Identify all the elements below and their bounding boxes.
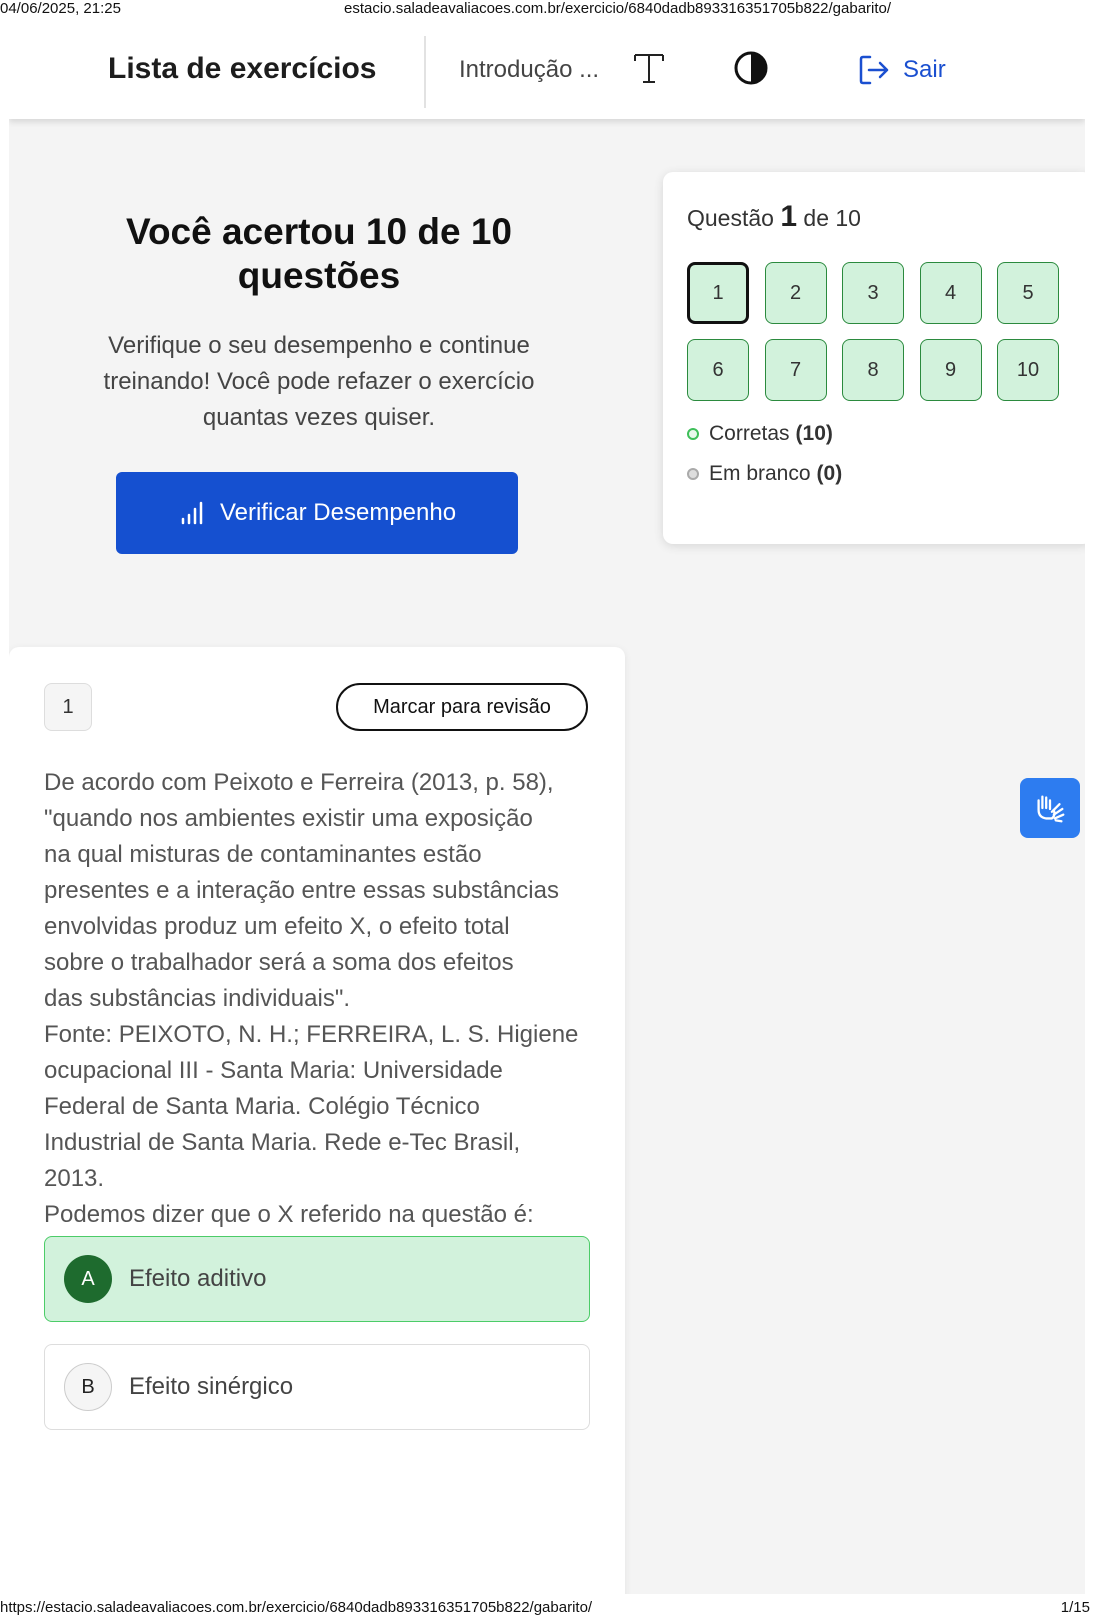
question-button-10[interactable]: 10: [997, 339, 1059, 401]
question-button-9[interactable]: 9: [920, 339, 982, 401]
legend-correct-label: Corretas: [709, 422, 790, 445]
correct-dot-icon: [687, 428, 699, 440]
sign-language-button[interactable]: [1020, 778, 1080, 838]
question-counter-suffix: de 10: [803, 205, 861, 231]
result-summary: [69, 210, 569, 436]
top-bar: [9, 24, 1085, 119]
logout-label: Sair: [903, 56, 946, 83]
print-datetime: 04/06/2025, 21:25: [0, 0, 121, 17]
option-letter: B: [64, 1363, 112, 1411]
question-counter-prefix: Questão: [687, 205, 774, 231]
question-text-line: "quando nos ambientes existir uma exposição: [44, 805, 533, 832]
question-button-3[interactable]: 3: [842, 262, 904, 324]
logout-button[interactable]: [857, 52, 946, 88]
mark-for-review-button[interactable]: Marcar para revisão: [336, 683, 588, 731]
question-text-line: Fonte: PEIXOTO, N. H.; FERREIRA, L. S. Higiene: [44, 1021, 579, 1048]
option-text: Efeito aditivo: [129, 1265, 267, 1292]
legend-blank-count: (0): [816, 462, 843, 485]
question-card: [9, 647, 625, 1594]
question-text-line: Federal de Santa Maria. Colégio Técnico: [44, 1093, 480, 1120]
question-button-7[interactable]: 7: [765, 339, 827, 401]
text-size-icon[interactable]: [631, 50, 667, 86]
legend-correct: [687, 422, 833, 446]
question-text-line: sobre o trabalhador será a soma dos efeitos: [44, 949, 514, 976]
legend-blank: [687, 462, 842, 486]
bar-chart-icon: [178, 499, 206, 527]
question-text-line: presentes e a interação entre essas substâncias: [44, 877, 559, 904]
question-button-6[interactable]: 6: [687, 339, 749, 401]
option-text: Efeito sinérgico: [129, 1373, 294, 1400]
course-name[interactable]: Introdução ...: [459, 56, 600, 83]
question-text-line: Podemos dizer que o X referido na questão é:: [44, 1201, 534, 1228]
question-text-line: das substâncias individuais".: [44, 985, 351, 1012]
question-button-2[interactable]: 2: [765, 262, 827, 324]
verify-performance-button[interactable]: [116, 472, 518, 554]
option-letter: A: [64, 1255, 112, 1303]
page-frame: [9, 24, 1085, 1594]
question-navigator: [663, 172, 1085, 544]
question-text-line: ocupacional III - Santa Maria: Universidade: [44, 1057, 503, 1084]
question-button-8[interactable]: 8: [842, 339, 904, 401]
question-counter: [687, 200, 861, 234]
question-button-1[interactable]: 1: [687, 262, 749, 324]
print-footer-url: https://estacio.saladeavaliacoes.com.br/exercicio/6840dadb893316351705b822/gabarito/: [0, 1599, 593, 1616]
print-header-url: estacio.saladeavaliacoes.com.br/exercicio/6840dadb893316351705b822/gabarito/: [344, 0, 892, 17]
question-counter-current: 1: [780, 200, 798, 233]
contrast-icon[interactable]: [733, 50, 769, 86]
logout-icon: [857, 53, 891, 87]
question-text-line: na qual misturas de contaminantes estão: [44, 841, 482, 868]
question-button-5[interactable]: 5: [997, 262, 1059, 324]
page-title: Lista de exercícios: [108, 52, 377, 85]
result-message: Verifique o seu desempenho e continue treinando! Você pode refazer o exercício quantas vezes quiser.: [103, 332, 535, 431]
question-text-line: De acordo com Peixoto e Ferreira (2013, p. 58),: [44, 769, 554, 796]
legend-correct-count: (10): [795, 422, 833, 445]
sign-language-icon: [1031, 789, 1069, 827]
print-footer: [0, 1597, 1094, 1619]
question-number: 1: [44, 683, 92, 731]
question-grid: [687, 262, 1067, 401]
legend-blank-label: Em branco: [709, 462, 811, 485]
question-text-line: Industrial de Santa Maria. Rede e-Tec Brasil,: [44, 1129, 521, 1156]
question-button-4[interactable]: 4: [920, 262, 982, 324]
question-text-line: 2013.: [44, 1165, 105, 1192]
header-divider: [424, 36, 426, 108]
question-text-line: envolvidas produz um efeito X, o efeito total: [44, 913, 510, 940]
question-text: [44, 765, 594, 1233]
print-header: [0, 0, 1094, 18]
blank-dot-icon: [687, 468, 699, 480]
result-heading: Você acertou 10 de 10 questões: [126, 211, 512, 296]
verify-performance-label: Verificar Desempenho: [219, 499, 457, 526]
answer-option-b[interactable]: [44, 1344, 590, 1430]
answer-option-a[interactable]: [44, 1236, 590, 1322]
print-page-number: 1/15: [1060, 1599, 1090, 1616]
